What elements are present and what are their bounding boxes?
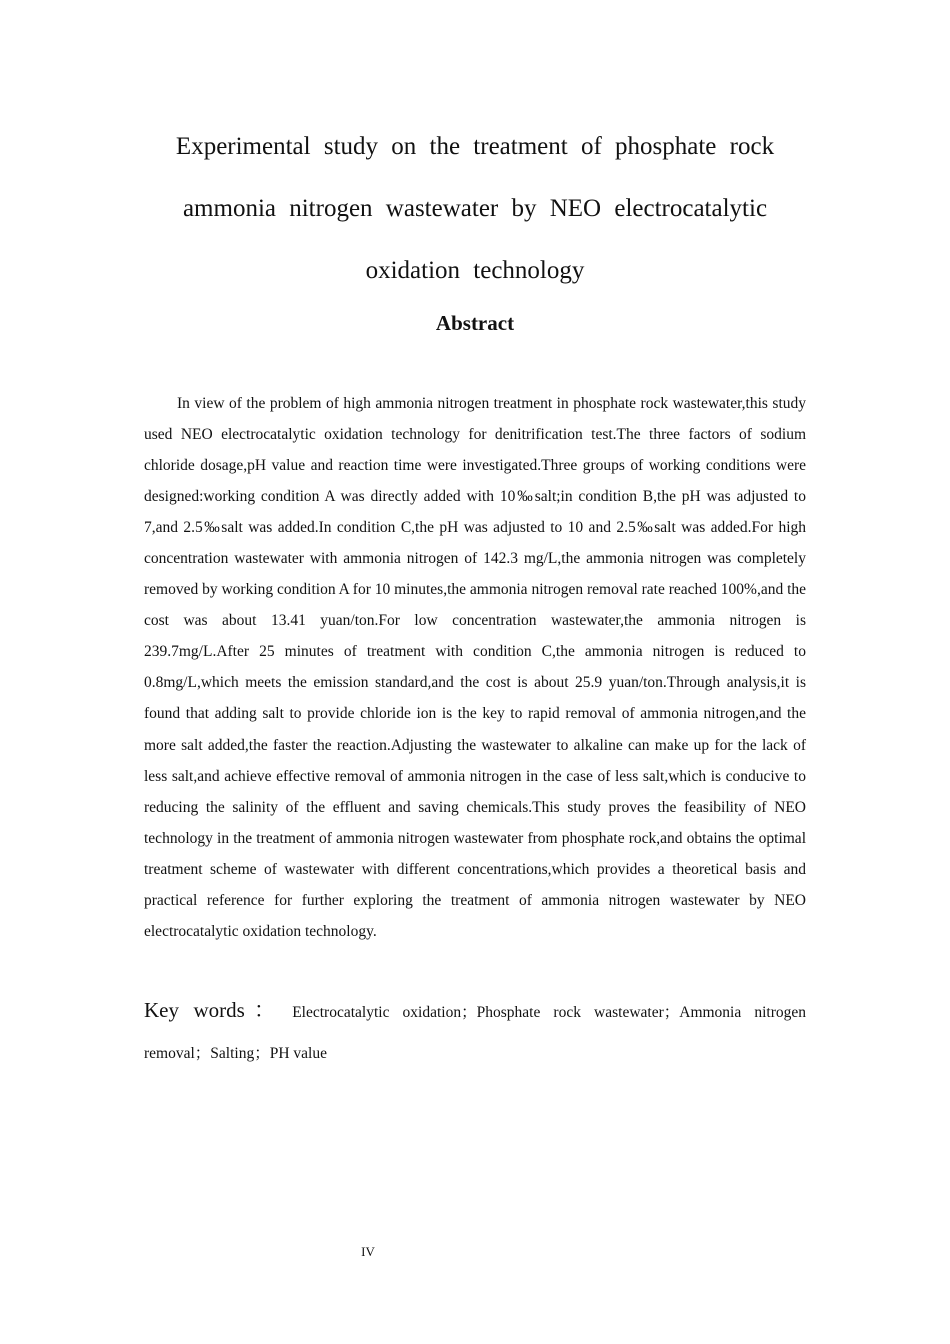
keywords-label: Key words： — [144, 998, 285, 1022]
paper-title: Experimental study on the treatment of phosphate rock ammonia nitrogen wastewater by NEO electrocatalytic oxidation technology — [175, 133, 775, 284]
keywords-section — [144, 990, 806, 1074]
keywords-text: Electrocatalytic oxidation；Phosphate rock wastewater；Ammonia nitrogen removal；Salting；PH value — [144, 1004, 806, 1062]
page-number: IV — [361, 1244, 375, 1259]
abstract-heading: Abstract — [435, 311, 515, 335]
abstract-body: In view of the problem of high ammonia nitrogen treatment in phosphate rock wastewater,this study used NEO electrocatalytic oxidation technology for denitrification test.The three factors of sodium chloride dosage,pH value and reaction time were investigated.Three groups of working conditions were designed:working condition A was directly added with 10‰salt;in condition B,the pH was adjusted to 7,and 2.5‰salt was added.In condition C,the pH was adjusted to 10 and 2.5‰salt was added.For high concentration wastewater with ammonia nitrogen of 142.3 mg/L,the ammonia nitrogen was completely removed by working condition A for 10 minutes,the ammonia nitrogen removal rate reached 100%,and the cost was about 13.41 yuan/ton.For low concentration wastewater,the ammonia nitrogen is 239.7mg/L.After 25 minutes of treatment with condition C,the ammonia nitrogen is reduced to 0.8mg/L,which meets the emission standard,and the cost is about 25.9 yuan/ton.Through analysis,it is found that adding salt to provide chloride ion is the key to rapid removal of ammonia nitrogen,and the more salt added,the faster the reaction.Adjusting the wastewater to alkaline can make up for the lack of less salt,and achieve effective removal of ammonia nitrogen in the case of less salt,which is conducive to reducing the salinity of the effluent and saving chemicals.This study proves the feasibility of NEO technology in the treatment of ammonia nitrogen wastewater from phosphate rock,and obtains the optimal treatment scheme of wastewater with different concentrations,which provides a theoretical basis and practical reference for further exploring the treatment of ammonia nitrogen wastewater by NEO electrocatalytic oxidation technology. — [144, 395, 807, 940]
